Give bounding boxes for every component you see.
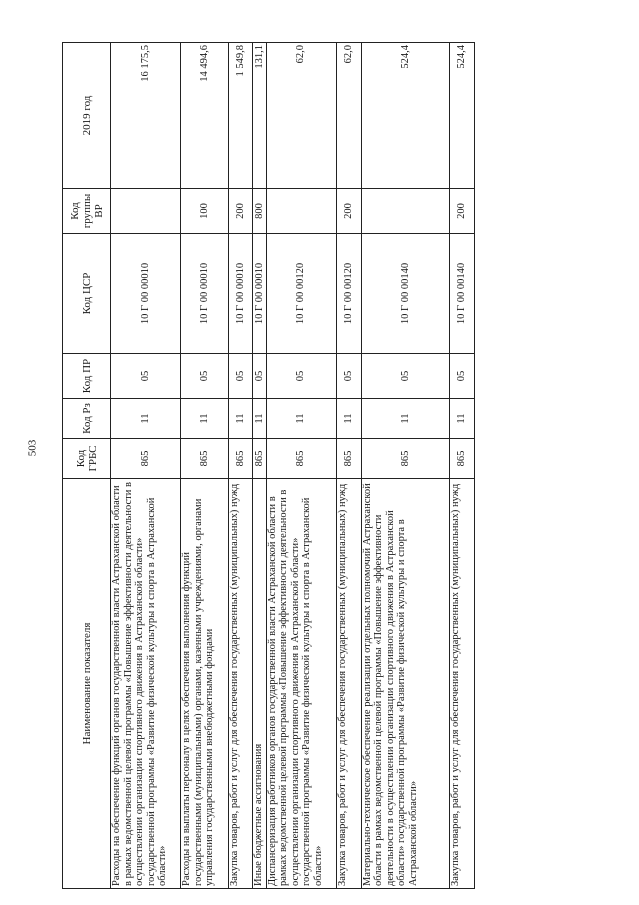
row-vr: 200 (336, 189, 361, 234)
budget-table (62, 42, 475, 889)
row-rz: 11 (181, 399, 228, 439)
row-csr: 10 Г 00 00120 (336, 234, 361, 354)
row-csr: 10 Г 00 00010 (253, 234, 266, 354)
table-row (111, 43, 181, 889)
row-rz: 11 (361, 399, 450, 439)
header-rz: Код Рз (63, 399, 111, 439)
row-pr: 05 (253, 354, 266, 399)
row-grbs: 865 (228, 439, 253, 479)
header-vr: Код группы ВР (63, 189, 111, 234)
row-value: 1 549,8 (228, 43, 253, 189)
row-name: Диспансеризация работников органов государственной власти Астраханской области в рамках ведомственной целевой программы «Повышение эффективности деятельности в осуществлении организации спортивного движения в Астраханской области» государственной программы «Развитие физической культуры и спорта в Астраханской области» (266, 479, 336, 889)
page-number: 503 (26, 439, 39, 457)
row-pr: 05 (450, 354, 475, 399)
row-value: 16 175,5 (111, 43, 181, 189)
row-name: Закупка товаров, работ и услуг для обеспечения государственных (муниципальных) нужд (228, 479, 253, 889)
row-rz: 11 (450, 399, 475, 439)
row-rz: 11 (111, 399, 181, 439)
row-pr: 05 (181, 354, 228, 399)
row-csr: 10 Г 00 00120 (266, 234, 336, 354)
table-row (181, 43, 228, 889)
header-row (63, 43, 111, 889)
header-year: 2019 год (63, 43, 111, 189)
row-rz: 11 (336, 399, 361, 439)
row-name: Закупка товаров, работ и услуг для обеспечения государственных (муниципальных) нужд (336, 479, 361, 889)
table-row (450, 43, 475, 889)
budget-table-rotated (62, 43, 475, 889)
row-csr: 10 Г 00 00140 (450, 234, 475, 354)
row-rz: 11 (266, 399, 336, 439)
row-csr: 10 Г 00 00140 (361, 234, 450, 354)
row-vr (111, 189, 181, 234)
row-value: 62,0 (266, 43, 336, 189)
row-vr: 100 (181, 189, 228, 234)
row-value: 524,4 (361, 43, 450, 189)
row-grbs: 865 (450, 439, 475, 479)
table-row (336, 43, 361, 889)
row-grbs: 865 (253, 439, 266, 479)
row-name: Иные бюджетные ассигнования (253, 479, 266, 889)
table-row (253, 43, 266, 889)
row-rz: 11 (228, 399, 253, 439)
table-row (361, 43, 450, 889)
row-vr (266, 189, 336, 234)
header-csr: Код ЦСР (63, 234, 111, 354)
header-grbs: Код ГРБС (63, 439, 111, 479)
row-pr: 05 (228, 354, 253, 399)
row-csr: 10 Г 00 00010 (228, 234, 253, 354)
row-vr: 200 (228, 189, 253, 234)
row-csr: 10 Г 00 00010 (111, 234, 181, 354)
row-value: 524,4 (450, 43, 475, 189)
row-grbs: 865 (361, 439, 450, 479)
table-row (266, 43, 336, 889)
row-value: 14 494,6 (181, 43, 228, 189)
row-pr: 05 (336, 354, 361, 399)
row-pr: 05 (266, 354, 336, 399)
row-grbs: 865 (181, 439, 228, 479)
row-name: Закупка товаров, работ и услуг для обеспечения государственных (муниципальных) нужд (450, 479, 475, 889)
row-name: Расходы на обеспечение функций органов государственной власти Астраханской области в рамках ведомственной целевой программы «Повышение эффективности деятельности в осуществлении организации спортивного движения в Астраханской области» государственной программы «Развитие физической культуры и спорта в Астраханской области» (111, 479, 181, 889)
row-grbs: 865 (336, 439, 361, 479)
row-value: 131,1 (253, 43, 266, 189)
row-vr: 800 (253, 189, 266, 234)
row-grbs: 865 (266, 439, 336, 479)
row-vr: 200 (450, 189, 475, 234)
row-rz: 11 (253, 399, 266, 439)
header-pr: Код ПР (63, 354, 111, 399)
row-vr (361, 189, 450, 234)
row-name: Расходы на выплаты персоналу в целях обеспечения выполнения функций государственными (муниципальными) органами, казенными учреждениями, органами управления государственными внебюджетными фондами (181, 479, 228, 889)
row-name: Материально-техническое обеспечение реализации отдельных полномочий Астраханской области в рамках ведомственной целевой программы «Повышение эффективности деятельности в осуществлении организации спортивного движения в Астраханской области» государственной программы «Развитие физической культуры и спорта в Астраханской области» (361, 479, 450, 889)
row-value: 62,0 (336, 43, 361, 189)
row-pr: 05 (361, 354, 450, 399)
header-name: Наименование показателя (63, 479, 111, 889)
table-row (228, 43, 253, 889)
row-pr: 05 (111, 354, 181, 399)
row-csr: 10 Г 00 00010 (181, 234, 228, 354)
row-grbs: 865 (111, 439, 181, 479)
